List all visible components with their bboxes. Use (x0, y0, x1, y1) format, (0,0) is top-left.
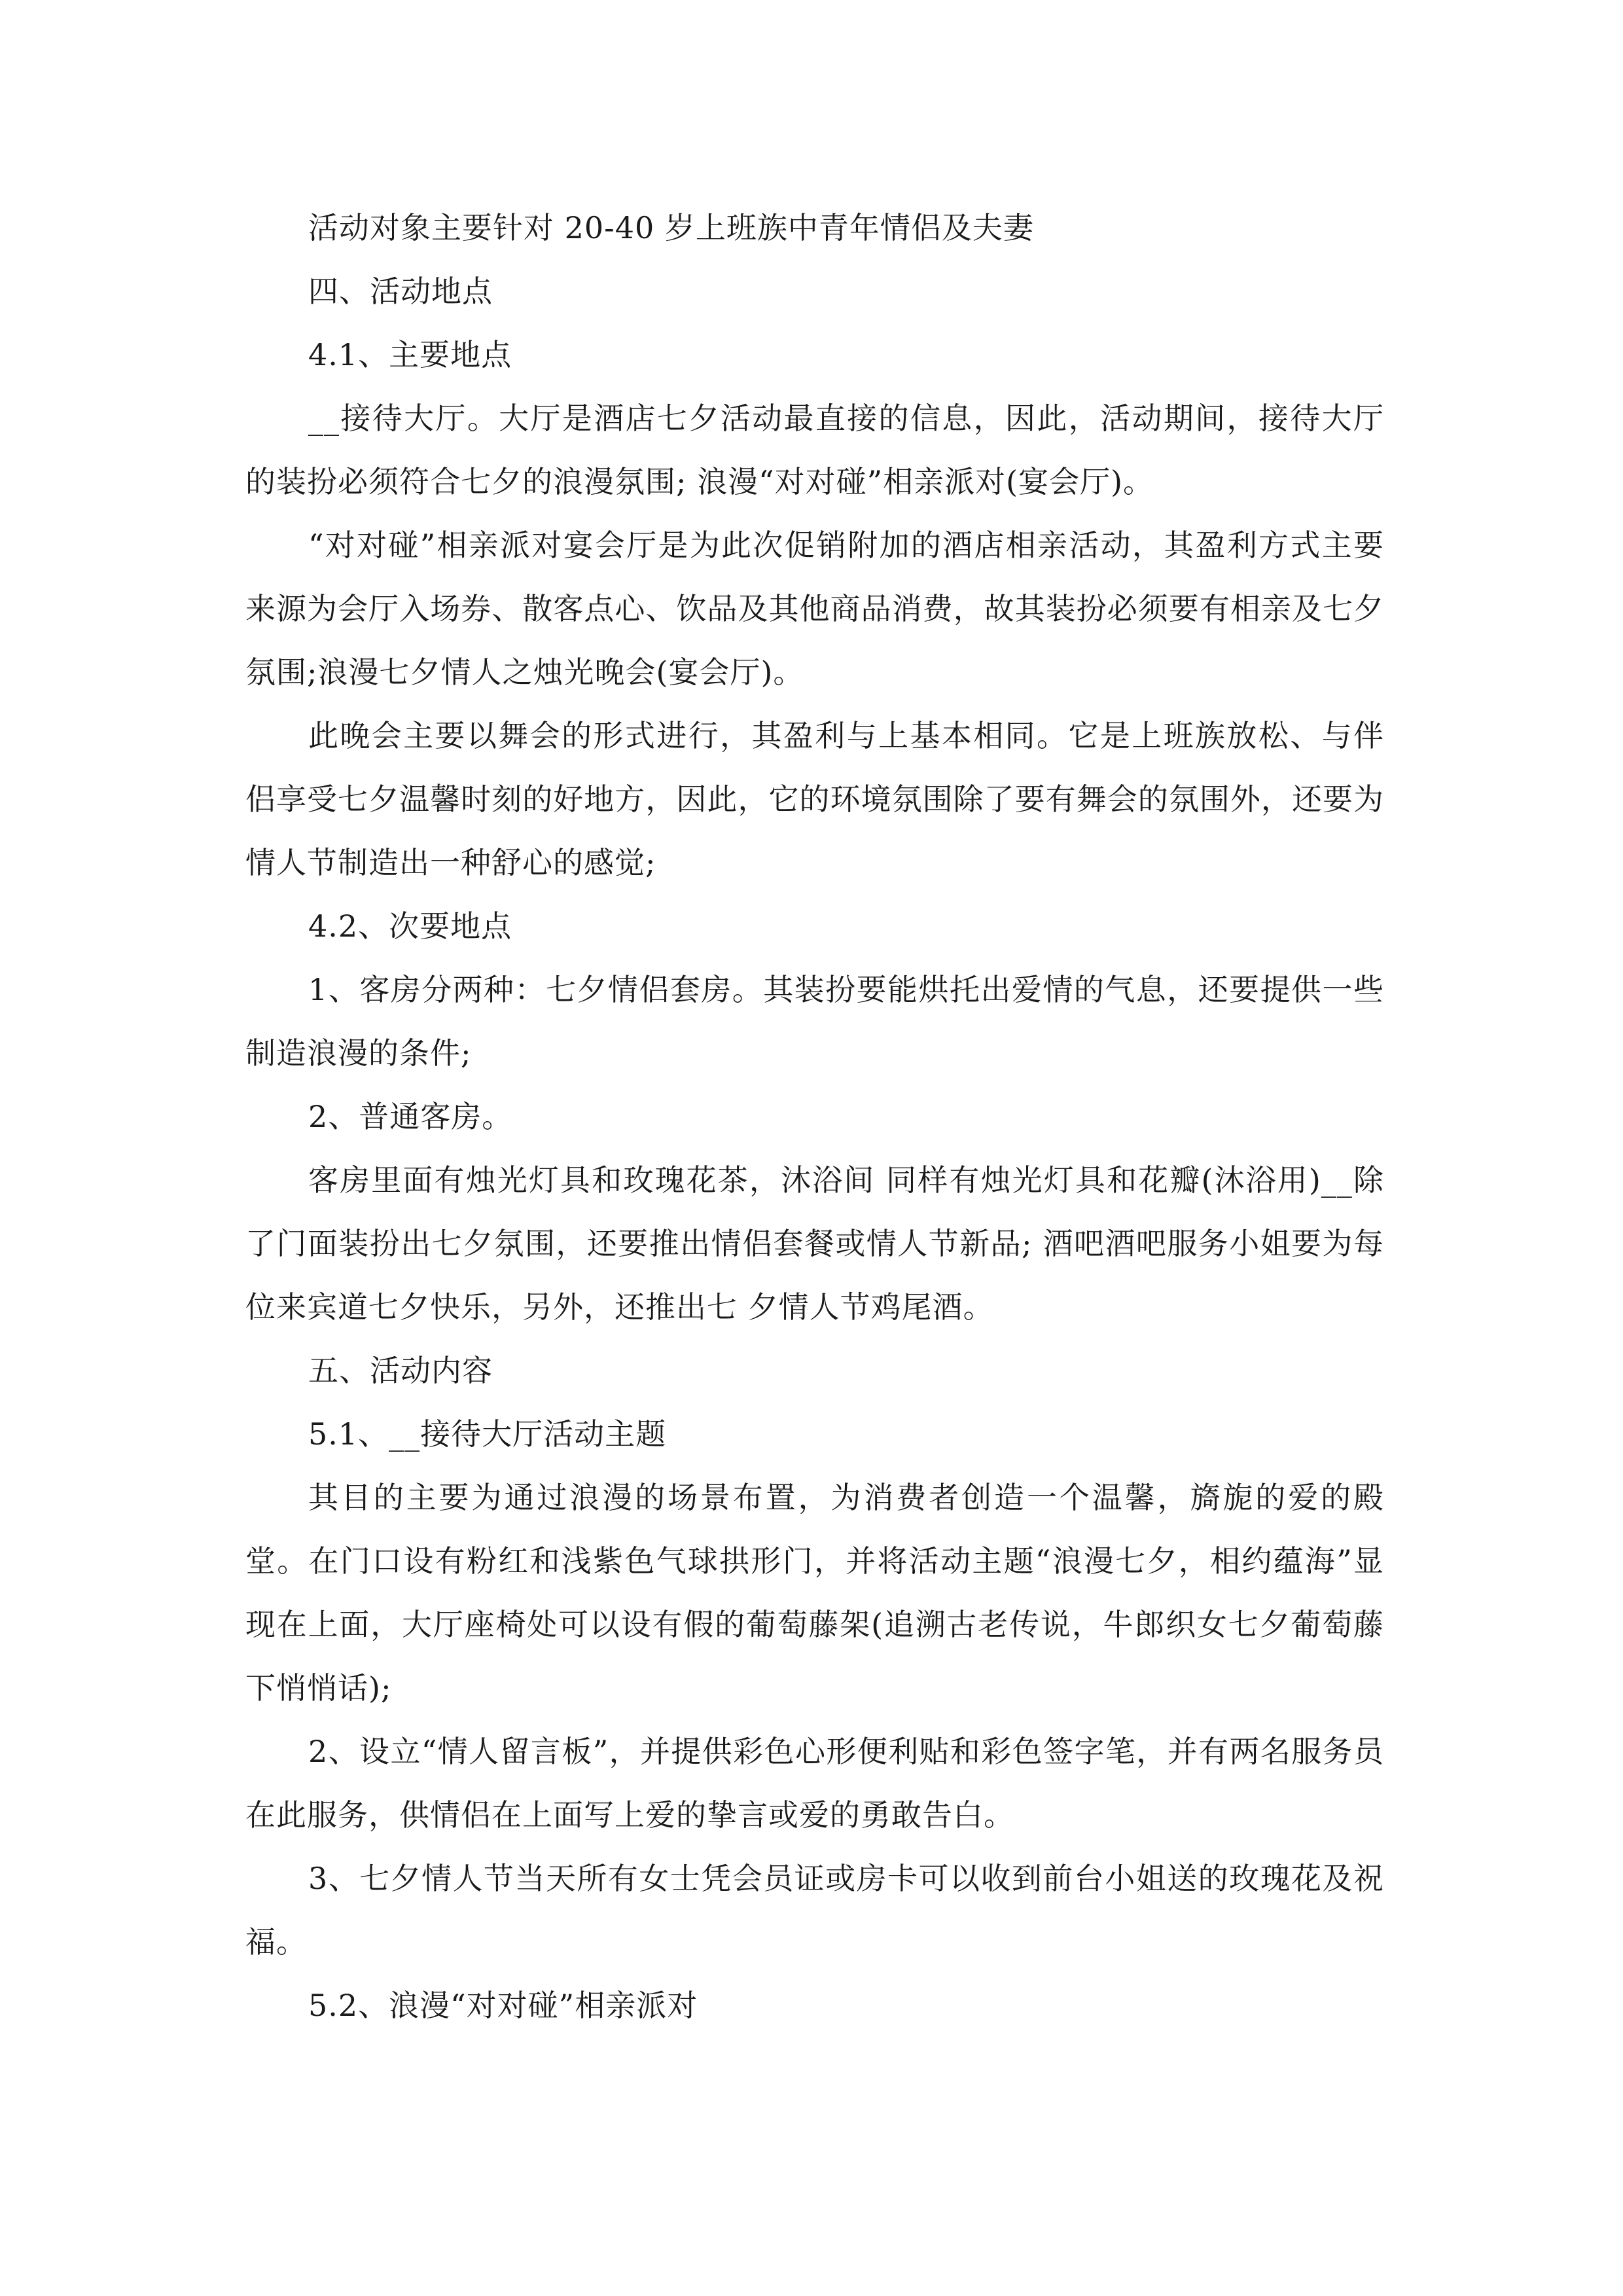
target-audience-paragraph: 活动对象主要针对 20-40 岁上班族中青年情侣及夫妻 (308, 210, 1034, 245)
message-board-paragraph: 2、设立“情人留言板”，并提供彩色心形便利贴和彩色签字笔，并有两名服务员在此服务，供情侣在上面写上爱的挚言或爱的勇敢告白。 (245, 1734, 1384, 1833)
lobby-theme-paragraph: 其目的主要为通过浪漫的场景布置，为消费者创造一个温馨，旖旎的爱的殿堂。在门口设有粉红和浅紫色气球拱形门，并将活动主题“浪漫七夕，相约蕴海”显现在上面，大厅座椅处可以设有假的葡萄藤架(追溯古老传说，牛郎织女七夕葡萄藤下悄悄话); (245, 1480, 1384, 1706)
standard-rooms-paragraph: 2、普通客房。 (308, 1099, 513, 1134)
roses-paragraph: 3、七夕情人节当天所有女士凭会员证或房卡可以收到前台小姐送的玫瑰花及祝福。 (245, 1861, 1384, 1960)
subsection-heading-main-venue: 4.1、主要地点 (308, 337, 512, 372)
suite-rooms-paragraph: 1、客房分两种：七夕情侣套房。其装扮要能烘托出爱情的气息，还要提供一些制造浪漫的条件; (245, 972, 1384, 1071)
room-amenities-paragraph: 客房里面有烛光灯具和玫瑰花茶，沐浴间 同样有烛光灯具和花瓣(沐浴用)__除了门面装扮出七夕氛围，还要推出情侣套餐或情人节新品; 酒吧酒吧服务小姐要为每位来宾道七夕快乐，另外，还推出七 夕情人节鸡尾酒。 (245, 1162, 1384, 1325)
section-heading-activities: 五、活动内容 (308, 1353, 493, 1388)
subsection-heading-secondary-venue: 4.2、次要地点 (308, 908, 512, 944)
party-hall-paragraph: “对对碰”相亲派对宴会厅是为此次促销附加的酒店相亲活动，其盈利方式主要来源为会厅入场券、散客点心、饮品及其他商品消费，故其装扮必须要有相亲及七夕氛围;浪漫七夕情人之烛光晚会(宴会厅)。 (245, 528, 1384, 690)
subsection-heading-lobby-theme: 5.1、__接待大厅活动主题 (308, 1416, 667, 1452)
document-body (245, 196, 1384, 2037)
section-heading-venue: 四、活动地点 (308, 274, 493, 309)
subsection-heading-matchmaking-party: 5.2、浪漫“对对碰”相亲派对 (308, 1988, 698, 2023)
evening-gala-paragraph: 此晚会主要以舞会的形式进行，其盈利与上基本相同。它是上班族放松、与伴侣享受七夕温馨时刻的好地方，因此，它的环境氛围除了要有舞会的氛围外，还要为情人节制造出一种舒心的感觉; (245, 718, 1384, 880)
lobby-paragraph: __接待大厅。大厅是酒店七夕活动最直接的信息，因此，活动期间，接待大厅的装扮必须符合七夕的浪漫氛围; 浪漫“对对碰”相亲派对(宴会厅)。 (245, 401, 1384, 499)
